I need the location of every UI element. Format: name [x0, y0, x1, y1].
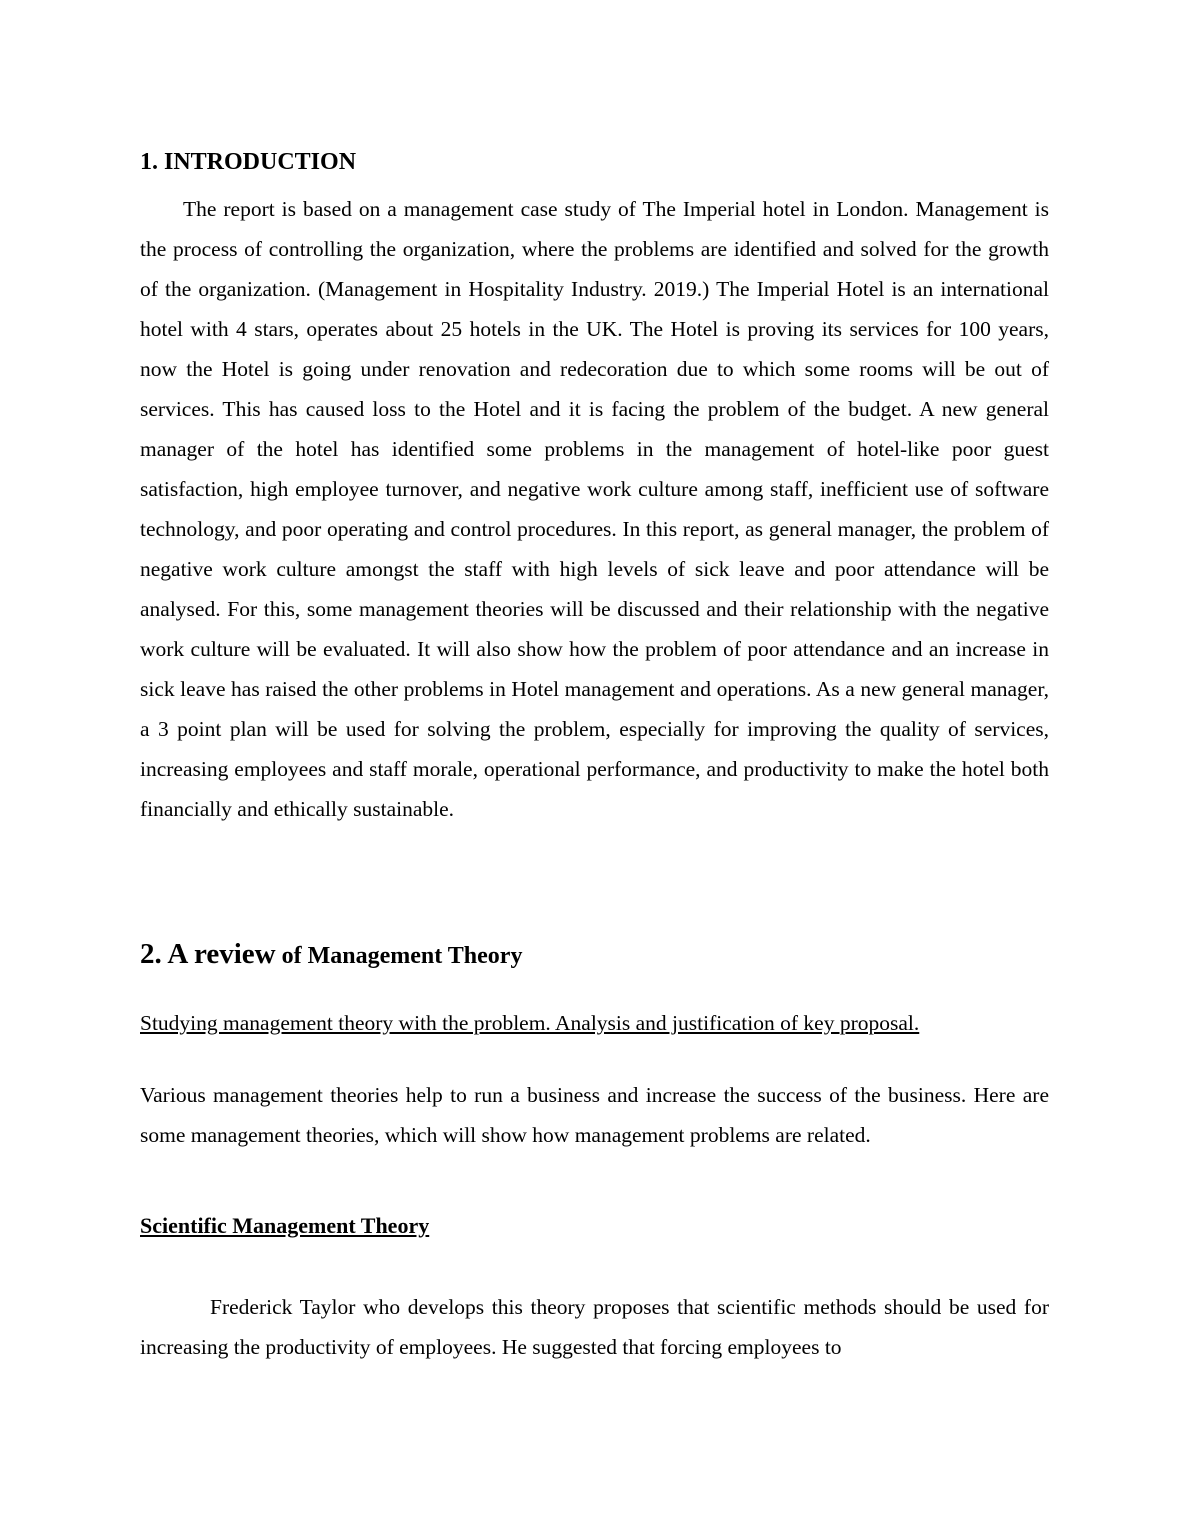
introduction-paragraph: The report is based on a management case study of The Imperial hotel in London. Management is the process of controlling the organization, where the problems are identified and solved for the growth of the organization. (Management in Hospitality Industry. 2019.) The Imperial Hotel is an international hotel with 4 stars, operates about 25 hotels in the UK. The Hotel is proving its services for 100 years, now the Hotel is going under renovation and redecoration due to which some rooms will be out of services. This has caused loss to the Hotel and it is facing the problem of the budget. A new general manager of the hotel has identified some problems in the management of hotel-like poor guest satisfaction, high employee turnover, and negative work culture among staff, inefficient use of software technology, and poor operating and control procedures. In this report, as general manager, the problem of negative work culture amongst the staff with high levels of sick leave and poor attendance will be analysed. For this, some management theories will be discussed and their relationship with the negative work culture will be evaluated. It will also show how the problem of poor attendance and an increase in sick leave has raised the other problems in Hotel management and operations. As a new general manager, a 3 point plan will be used for solving the problem, especially for improving the quality of services, increasing employees and staff morale, operational performance, and productivity to make the hotel both financially and ethically sustainable. [140, 197, 1049, 821]
review-subheading: Studying management theory with the problem. Analysis and justification of key proposal. [140, 1011, 920, 1035]
review-heading-rest: of Management Theory [281, 943, 523, 969]
section-introduction [140, 145, 1049, 829]
scientific-management-heading: Scientific Management Theory [140, 1213, 430, 1238]
review-heading [140, 933, 1049, 977]
review-paragraph: Various management theories help to run a business and increase the success of the business. Here are some management theories, which will show how management problems are related. [140, 1083, 1049, 1147]
scientific-management-paragraph: Frederick Taylor who develops this theory proposes that scientific methods should be used for increasing the productivity of employees. He suggested that forcing employees to [140, 1295, 1049, 1359]
introduction-heading: 1. INTRODUCTION [140, 149, 357, 175]
review-heading-number: 2. A review [140, 938, 276, 970]
section-management-theory-review [140, 933, 1049, 1155]
section-scientific-management-theory [140, 1211, 1049, 1367]
